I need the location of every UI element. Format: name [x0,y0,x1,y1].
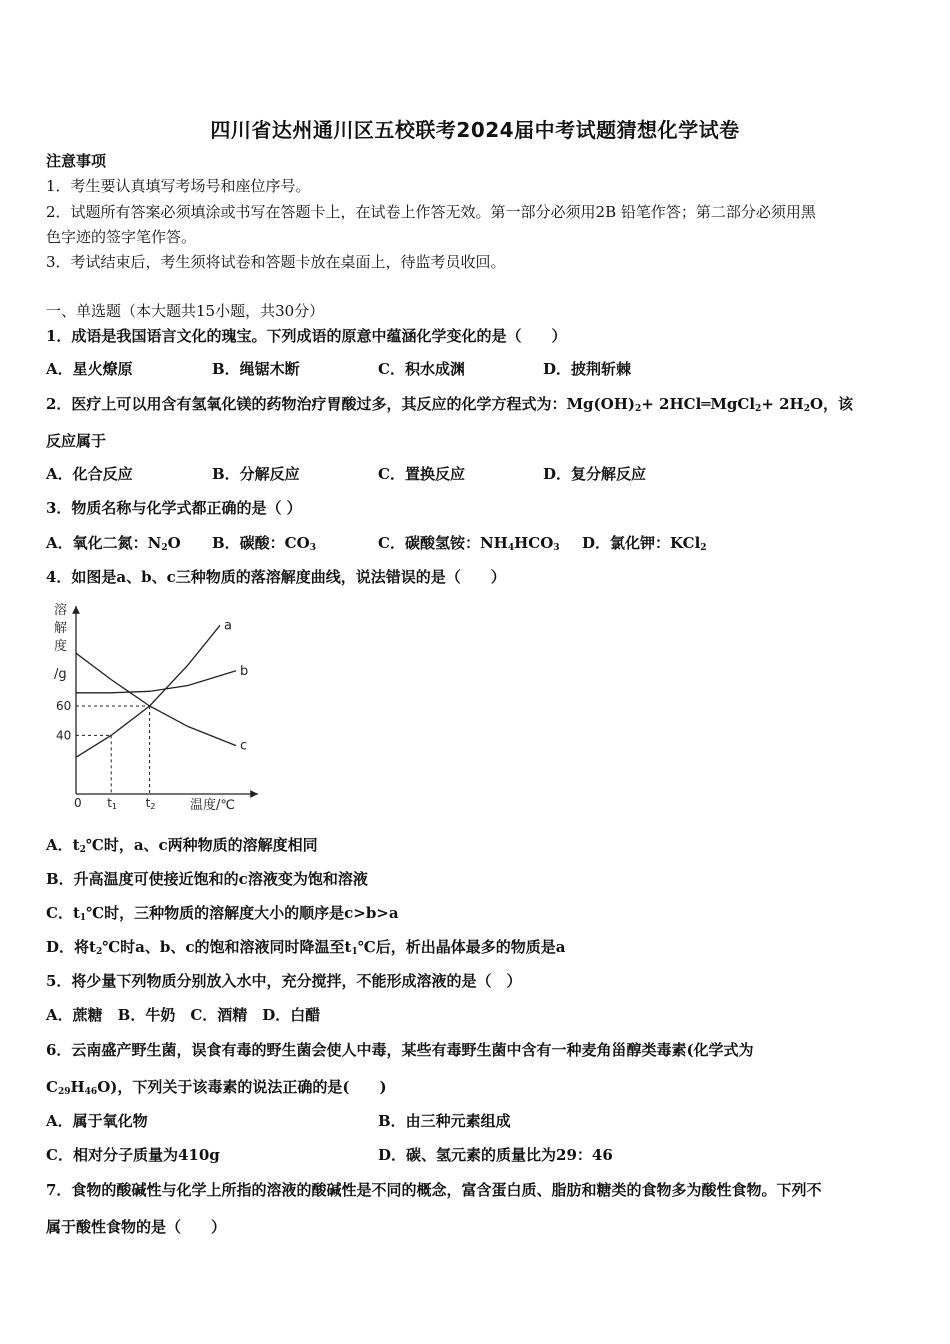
question-1-option-b: B．绳锯木断 [212,360,300,378]
question-3-option-b: B．碳酸：$CO_3$ [212,534,316,553]
question-3-option-c: C．碳酸氢铵：$NH_4HCO_3$ [378,534,560,553]
y-label-char: /g [54,667,67,682]
question-4-option-b: B．升高温度可使接近饱和的c溶液变为饱和溶液 [46,870,368,888]
series-b-label: b [240,663,249,679]
origin-label: 0 [74,796,82,810]
y-label-char: 度 [54,639,68,654]
question-6-stem: 6．云南盛产野生菌，误食有毒的野生菌会使人中毒，某些有毒野生菌中含有一种麦角甾醇类毒素(化学式为 [46,1041,754,1059]
solubility-chart [40,598,270,820]
question-6-option-c: C．相对分子质量为410g [46,1146,220,1164]
page-title: 四川省达州通川区五校联考2024届中考试题猜想化学试卷 [210,118,740,142]
question-2-option-a: A．化合反应 [46,465,133,483]
notice-item: 3．考试结束后，考生须将试卷和答题卡放在桌面上，待监考员收回。 [46,253,506,271]
notice-item: 色字迹的签字笔作答。 [46,228,197,246]
question-3-stem: 3．物质名称与化学式都正确的是（ ） [46,499,302,517]
question-4-option-c: C．$t_1℃$时，三种物质的溶解度大小的顺序是c>b>a [46,904,399,923]
question-6-option-b: B．由三种元素组成 [378,1112,511,1130]
notice-heading: 注意事项 [46,152,107,170]
question-1-stem: 1．成语是我国语言文化的瑰宝。下列成语的原意中蕴涵化学变化的是（ ） [46,327,567,345]
series-c-label: c [240,738,248,754]
question-5-options: A．蔗糖 B．牛奶 C．酒精 D．白醋 [46,1006,321,1024]
question-1-option-d: D．披荆斩棘 [543,360,632,378]
notice-item: 2．试题所有答案必须填涂或书写在答题卡上，在试卷上作答无效。第一部分必须用2B 铅笔作答；第二部分必须用黑 [46,203,816,221]
question-7-stem-line2: 属于酸性食物的是（ ） [46,1218,227,1236]
x-tick-label: t1 [107,796,118,811]
question-1-option-c: C．积水成渊 [378,360,465,378]
y-tick-label: 60 [56,699,72,713]
question-2-option-c: C．置换反应 [378,465,465,483]
question-6-stem-line2: $C_{29}H_{46}O$)，下列关于该毒素的说法正确的是( ) [46,1078,387,1097]
question-4-option-d: D．将$t_2℃$时a、b、c的饱和溶液同时降温至$t_1℃$后，析出晶体最多的物质是a [46,938,566,957]
question-2-option-b: B．分解反应 [212,465,300,483]
y-label-char: 溶 [54,603,68,618]
question-1-option-a: A．星火燎原 [46,360,133,378]
notice-item: 1．考生要认真填写考场号和座位序号。 [46,177,311,195]
series-a-label: a [224,618,232,634]
question-3-option-a: A．氧化二氮：$N_2O$ [46,534,181,553]
question-3-option-d: D．氯化钾：KCl$_2$ [582,534,707,553]
question-2-stem: 2．医疗上可以用含有氢氧化镁的药物治疗胃酸过多，其反应的化学方程式为：$Mg(OH)_2+$ 2HCl═MgCl$_2$+ $2H_2O$，该 [46,395,854,414]
y-label-char: 解 [54,621,68,636]
question-4-option-a: A．$t_2℃$时，a、c两种物质的溶解度相同 [46,836,318,855]
question-4-stem: 4．如图是a、b、c三种物质的落溶解度曲线，说法错误的是（ ） [46,568,506,586]
x-axis-label: 温度/℃ [190,798,235,813]
section-heading: 一、单选题（本大题共15小题，共30分） [46,302,325,320]
question-6-option-d: D．碳、氢元素的质量比为29：46 [378,1146,613,1164]
x-tick-label: t2 [145,796,156,811]
question-2-stem-line2: 反应属于 [46,432,107,450]
series-b-line [76,671,236,693]
question-6-option-a: A．属于氧化物 [46,1112,148,1130]
question-2-option-d: D．复分解反应 [543,465,647,483]
question-5-stem: 5．将少量下列物质分别放入水中，充分搅拌，不能形成溶液的是（ ） [46,972,522,990]
y-tick-label: 40 [56,728,72,743]
question-7-stem: 7．食物的酸碱性与化学上所指的溶液的酸碱性是不同的概念，富含蛋白质、脂肪和糖类的食物多为酸性食物。下列不 [46,1181,822,1199]
